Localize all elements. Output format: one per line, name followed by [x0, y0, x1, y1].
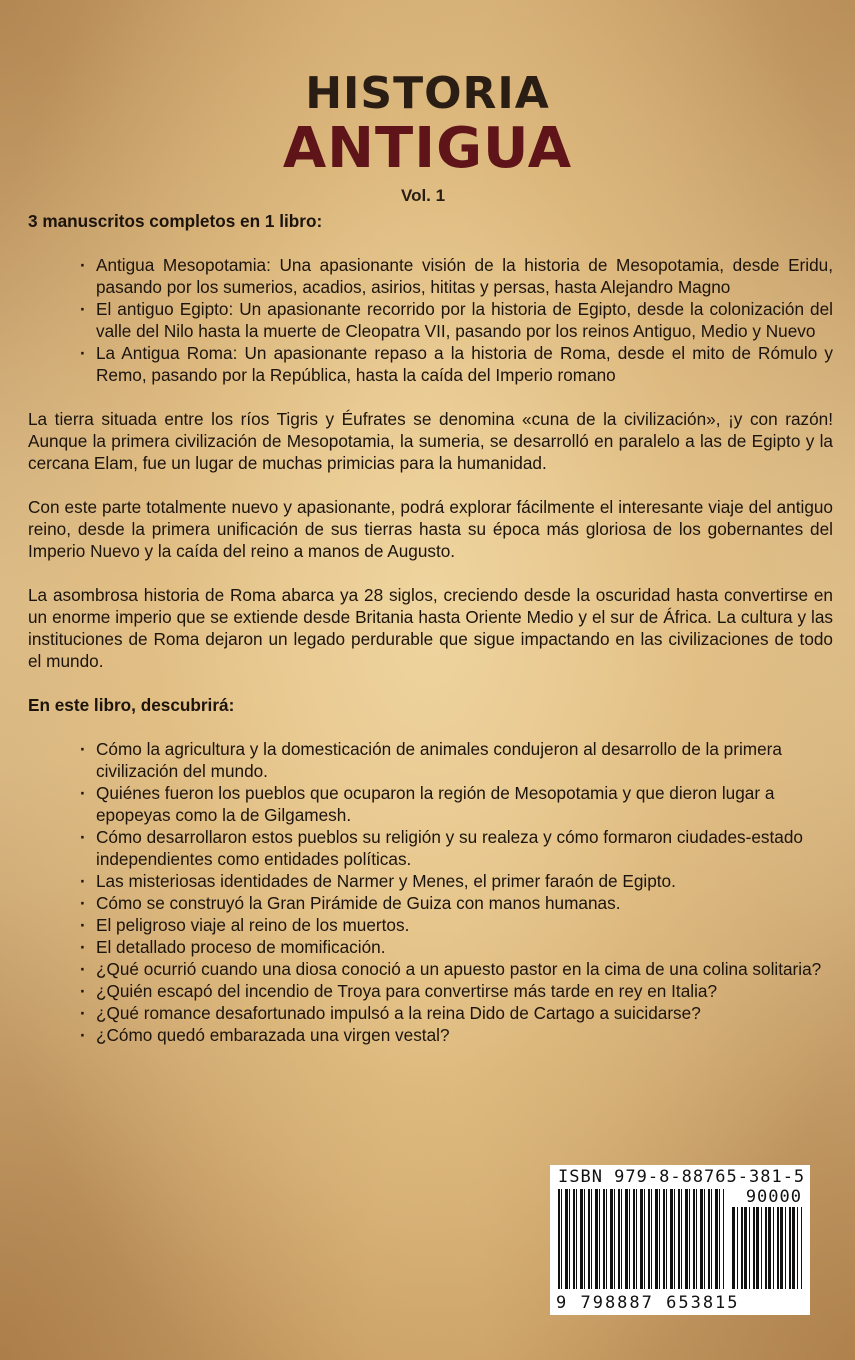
- list-item: · ¿Cómo quedó embarazada una virgen vestal?: [28, 1024, 833, 1046]
- list-item: · Quiénes fueron los pueblos que ocuparon la región de Mesopotamia y que dieron lugar a epopeyas como la de Gilgamesh.: [28, 782, 833, 826]
- list-item: · El peligroso viaje al reino de los muertos.: [28, 914, 833, 936]
- list-item: · Las misteriosas identidades de Narmer y Menes, el primer faraón de Egipto.: [28, 870, 833, 892]
- list-item: · Antigua Mesopotamia: Una apasionante visión de la historia de Mesopotamia, desde Eridu, pasando por los sumerios, acadios, asirios, hititas y persas, hasta Alejandro Magno: [28, 254, 833, 298]
- isbn-text: ISBN 979-8-88765-381-5: [558, 1167, 806, 1187]
- manuscripts-heading: 3 manuscritos completos en 1 libro:: [28, 211, 323, 231]
- paragraph-mesopotamia: La tierra situada entre los ríos Tigris y Éufrates se denomina «cuna de la civilización», ¡y con razón! Aunque la primera civilización de Mesopotamia, la sumeria, se desarrolló en paralelo a las de Egipto y la cercana Elam, fue un lugar de muchas primicias para la humanidad.: [28, 409, 833, 473]
- discover-list: [28, 738, 833, 1046]
- discover-heading: En este libro, descubrirá:: [28, 695, 235, 715]
- list-item: · Cómo se construyó la Gran Pirámide de Guiza con manos humanas.: [28, 892, 833, 914]
- paragraph-egypt: Con este parte totalmente nuevo y apasionante, podrá explorar fácilmente el interesante viaje del antiguo reino, desde la primera unificación de sus tierras hasta su época más gloriosa de los gobernantes del Imperio Nuevo y la caída del reino a manos de Augusto.: [28, 497, 833, 561]
- list-item: · ¿Quién escapó del incendio de Troya para convertirse más tarde en rey en Italia?: [28, 980, 833, 1002]
- list-item: · El detallado proceso de momificación.: [28, 936, 833, 958]
- list-item: · Cómo desarrollaron estos pueblos su religión y su realeza y cómo formaron ciudades-estado independientes como entidades políticas.: [28, 826, 833, 870]
- paragraph-rome: La asombrosa historia de Roma abarca ya 28 siglos, creciendo desde la oscuridad hasta convertirse en un enorme imperio que se extiende desde Britania hasta Oriente Medio y el sur de África. La cultura y las instituciones de Roma dejaron un legado perdurable que sigue impactando en las civilizaciones de todo el mundo.: [28, 585, 833, 671]
- isbn-barcode: [550, 1165, 810, 1315]
- title-line-1: HISTORIA: [305, 68, 550, 119]
- barcode-digits: 9 798887 653815: [556, 1293, 740, 1313]
- list-item: · El antiguo Egipto: Un apasionante recorrido por la historia de Egipto, desde la colonización del valle del Nilo hasta la muerte de Cleopatra VII, pasando por los reinos Antiguo, Medio y Nuevo: [28, 298, 833, 342]
- list-item: · ¿Qué romance desafortunado impulsó a la reina Dido de Cartago a suicidarse?: [28, 1002, 833, 1024]
- title-block: [0, 68, 855, 181]
- volume-label: Vol. 1: [401, 186, 446, 205]
- barcode-addon-bars-icon: [732, 1207, 802, 1289]
- barcode-addon: 90000: [745, 1187, 802, 1207]
- manuscripts-list: [28, 254, 833, 386]
- list-item: · ¿Qué ocurrió cuando una diosa conoció a un apuesto pastor en la cima de una colina solitaria?: [28, 958, 833, 980]
- list-item: · La Antigua Roma: Un apasionante repaso a la historia de Roma, desde el mito de Rómulo y Remo, pasando por la República, hasta la caída del Imperio romano: [28, 342, 833, 386]
- title-line-2: ANTIGUA: [282, 116, 573, 181]
- barcode-bars-icon: [558, 1189, 724, 1289]
- back-cover-text: [28, 210, 833, 1046]
- list-item: · Cómo la agricultura y la domesticación de animales condujeron al desarrollo de la primera civilización del mundo.: [28, 738, 833, 782]
